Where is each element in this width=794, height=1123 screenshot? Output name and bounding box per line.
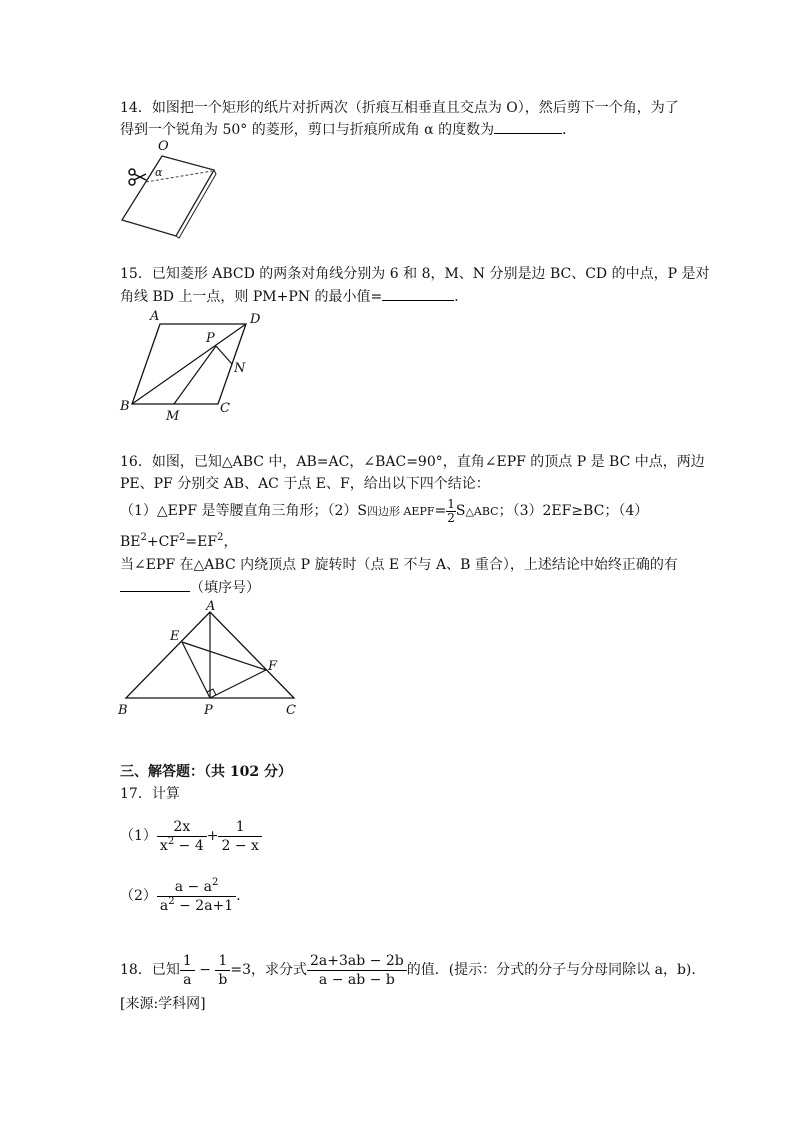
q14-line2-text: 得到一个锐角为 50° 的菱形，剪口与折痕所成角 α 的度数为	[120, 122, 495, 138]
q17-p1-plus: +	[206, 828, 219, 844]
q15-line2	[120, 286, 468, 307]
label-O: O	[158, 139, 169, 154]
label-C: C	[286, 703, 296, 718]
label-A: A	[150, 309, 160, 324]
q18-post: 的值．(提示：分式的分子与分母同除以 a，b)．	[406, 962, 706, 978]
q17-p1-label: （1）	[120, 828, 157, 844]
q16-line5	[120, 577, 260, 598]
q15-line1: 15．已知菱形 ABCD 的两条对角线分别为 6 和 8，M、N 分别是边 BC、CD 的中点，P 是对	[120, 266, 710, 282]
q18-eq3: =3，求分式	[230, 962, 307, 978]
q15-end: ．	[454, 289, 469, 305]
label-B: B	[120, 399, 130, 414]
segment-PN	[216, 346, 232, 364]
fraction-half: $\frac{1}{2}$	[447, 496, 455, 525]
q16-c1-rest: S	[455, 503, 466, 519]
q16-line5-text: （填序号）	[190, 580, 260, 596]
q18-source: [来源:学科网]	[120, 996, 206, 1012]
q18-fraction-1-over-b: $\frac{1}{b}$	[215, 952, 230, 989]
q17-p2-end: ．	[236, 888, 251, 904]
section3-title: 三、解答题：（共 102 分）	[120, 764, 292, 780]
q16-c1-sub: 四边形 AEPF	[366, 505, 435, 518]
q16-c1-rest-sub: △ABC	[465, 505, 499, 518]
label-F: F	[268, 659, 278, 674]
label-B: B	[118, 703, 128, 718]
q16-c1-tail: ；（3）2EF≥BC；（4）	[498, 503, 649, 519]
q17-p1-fraction2: $\frac{1}{2 - x}$	[218, 818, 261, 855]
q18-main-fraction: $\frac{2a+3ab - 2b}{a - ab - b}$	[307, 952, 407, 989]
q16-conclusion4: $BE^2+CF^2=EF^2$，	[120, 532, 238, 550]
q18-fraction-1-over-a: $\frac{1}{a}$	[180, 952, 195, 989]
q14-line1: 14．如图把一个矩形的纸片对折两次（折痕互相垂直且交点为 O），然后剪下一个角，为了	[120, 100, 679, 116]
q16-line2: PE、PF 分别交 AB、AC 于点 E、F，给出以下四个结论：	[120, 476, 490, 492]
label-D: D	[250, 312, 261, 327]
q15-figure	[118, 308, 278, 426]
q17-part2	[120, 876, 250, 916]
q16-line1: 16．如图，已知△ABC 中，AB=AC，∠BAC=90°，直角∠EPF 的顶点 P 是 BC 中点，两边	[120, 454, 705, 470]
q15-line2-text: 角线 BD 上一点，则 PM+PN 的最小值=	[120, 289, 383, 305]
q16-conclusions	[120, 496, 648, 527]
scissors-icon	[129, 169, 146, 185]
q14-answer-blank[interactable]	[494, 119, 562, 134]
q16-c1-eq: =	[434, 503, 447, 519]
q18-line: 18．已知 $\frac{1}{a}$ − $\frac{1}{b}$ =3，求分式 $\frac{2a+3ab - 2b}{a - ab - b}$ 的值．(提示：分式的分子与分母同除以 a，b)．	[120, 952, 706, 988]
q16-c1: （1）△EPF 是等腰直角三角形；（2）S	[120, 503, 367, 519]
q17-part1	[120, 816, 262, 856]
q17-p2-label: （2）	[120, 888, 157, 904]
q17-p2-fraction: $\frac{a - a^2}{a^2 - 2a+1}$	[157, 878, 236, 915]
label-N: N	[234, 361, 246, 376]
q17-p1-fraction1: $\frac{2x}{x^2 - 4}$	[157, 818, 207, 855]
label-P: P	[204, 703, 213, 718]
label-C: C	[220, 401, 230, 416]
q17-title: 17．计算	[120, 786, 180, 802]
segment-PF	[210, 670, 266, 698]
segment-PM	[174, 346, 216, 404]
q15-answer-blank[interactable]	[382, 286, 454, 301]
label-E: E	[170, 629, 180, 644]
q16-line4: 当∠EPF 在△ABC 内绕顶点 P 旋转时（点 E 不与 A、B 重合），上述结论中始终正确的有	[120, 557, 678, 573]
q16-answer-blank[interactable]	[120, 577, 190, 592]
label-M: M	[166, 409, 180, 424]
q18-pre: 18．已知	[120, 962, 180, 978]
label-A: A	[206, 599, 216, 614]
q14-end: ．	[562, 122, 577, 138]
q14-line2	[120, 119, 576, 140]
q16-figure	[112, 598, 302, 720]
diagonal-BD	[132, 324, 246, 404]
label-P: P	[206, 331, 215, 346]
q14-figure	[118, 138, 228, 238]
paper-sheet	[122, 156, 214, 236]
label-alpha: α	[155, 166, 163, 179]
